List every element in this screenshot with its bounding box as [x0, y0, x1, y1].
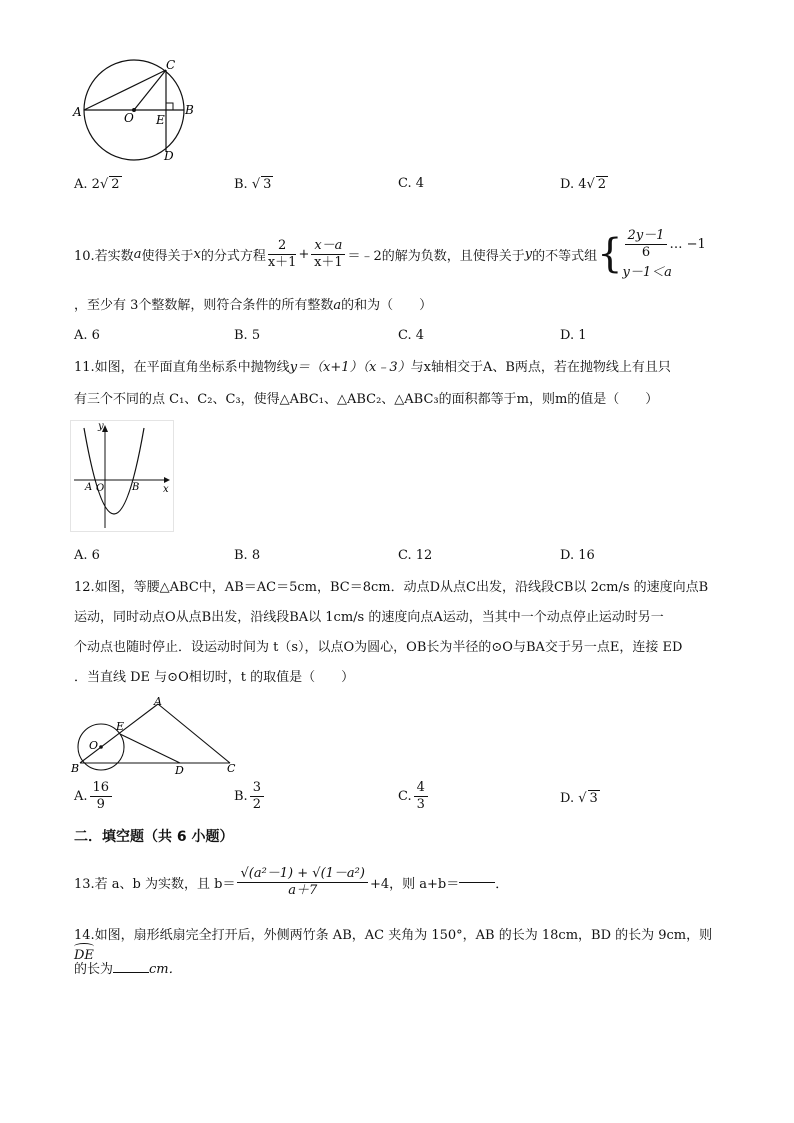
q12-option-b[interactable]: B. $\frac{3}{2}$: [234, 780, 266, 813]
q12-label-d: D: [175, 764, 184, 777]
q11-option-c[interactable]: C. 12: [398, 548, 433, 563]
q10-fraction-1: $\frac{2}{x+1}$: [267, 237, 297, 270]
q12-option-c[interactable]: C. $\frac{4}{3}$: [398, 780, 430, 813]
q12-figure: [70, 696, 242, 778]
q12-label-o: O: [89, 739, 99, 752]
q12-label-b: B: [71, 762, 80, 775]
q11-graph: [70, 420, 174, 532]
q9-option-d[interactable]: D. 4√ 2: [560, 177, 607, 192]
q11-label-o: O: [96, 483, 105, 494]
q12-line2: 运动，同时动点O从点B出发，沿线段BA以 1cm/s 的速度向点A运动，当其中一个动点停止运动时另一: [74, 610, 664, 625]
q11-option-b[interactable]: B. 8: [234, 548, 261, 563]
q10-fraction-2: $\frac{x-a}{x+1}$: [311, 238, 345, 271]
section-title-fill-in: 二．填空题（共 6 小题）: [74, 829, 234, 845]
q11-label-b: B: [132, 482, 140, 493]
q14-answer-blank[interactable]: [113, 972, 149, 973]
q9-label-c: C: [166, 58, 176, 72]
q10-option-d[interactable]: D. 1: [560, 328, 587, 343]
q9-label-e: E: [156, 113, 165, 127]
q11-option-a[interactable]: A. 6: [74, 548, 100, 563]
q11-label-x: x: [163, 484, 169, 495]
q11-line1: 11.如图，在平面直角坐标系中抛物线y＝（x+1）（x﹣3）与x轴相交于A、B两点，若在抛物线上有且只: [74, 360, 671, 375]
q10-option-b[interactable]: B. 5: [234, 328, 261, 343]
q9-label-b: B: [185, 103, 194, 117]
q10-line2: ，至少有 3个整数解，则符合条件的所有整数a的和为（ ）: [74, 298, 433, 313]
q9-label-d: D: [164, 149, 174, 163]
q12-line4: ．当直线 DE 与⊙O相切时，t 的取值是（ ）: [74, 670, 355, 685]
q14-line1: 14.如图，扇形纸扇完全打开后，外侧两竹条 AB，AC 夹角为 150°，AB 的长为 18cm，BD 的长为 9cm，则 DE: [74, 926, 734, 966]
q10-inequality-system: $\frac{2y-1}{6}$ … −1 y－1＜a: [622, 228, 706, 280]
q10-option-c[interactable]: C. 4: [398, 328, 425, 343]
q9-label-o: O: [124, 111, 134, 125]
q14-line2: 的长为 cm．: [74, 962, 182, 977]
q9-figure: [70, 58, 210, 166]
q9-option-b[interactable]: B. √ 3: [234, 177, 272, 192]
q12-option-a[interactable]: A. $\frac{16}{9}$: [74, 780, 114, 813]
q12-line1: 12.如图，等腰△ABC中，AB＝AC＝5cm，BC＝8cm．动点D从点C出发，沿线段CB以 2cm/s 的速度向点B: [74, 580, 709, 595]
q11-option-d[interactable]: D. 16: [560, 548, 595, 563]
q10-option-a[interactable]: A. 6: [74, 328, 100, 343]
q11-line2: 有三个不同的点 C₁、C₂、C₃，使得△ABC₁、△ABC₂、△ABC₃的面积都等于m，则m的值是（ ）: [74, 392, 659, 407]
q12-label-e: E: [116, 720, 125, 733]
q9-option-c[interactable]: C. 4: [398, 176, 425, 191]
q11-label-a: A: [85, 482, 93, 493]
q10-stem: 10.若实数 a 使得关于 x 的分式方程 $\frac{2}{x+1}$ + $\frac{x-a}{x+1}$ ＝﹣2的解为负数，且使得关于 y 的不等式组 { $\frac{2y-1}{6}$ … −1 y－1＜a: [74, 228, 706, 280]
q13-fraction: $\frac{\text{√(a²－1) + √(1－a²)}}{a+7}$: [237, 866, 367, 899]
q11-label-y: y: [98, 421, 104, 432]
q9-label-a: A: [73, 105, 82, 119]
q9-option-a[interactable]: A. 2√ 2: [74, 177, 120, 192]
q12-label-c: C: [227, 762, 236, 775]
q12-line3: 个动点也随时停止．设运动时间为 t（s），以点O为圆心，OB长为半径的⊙O与BA交于另一点E，连接 ED: [74, 640, 683, 655]
q13-answer-blank[interactable]: [459, 882, 495, 883]
q14-arc-de: DE: [74, 946, 94, 966]
q12-label-a: A: [154, 696, 162, 708]
q13-stem: 13.若 a、b 为实数，且 b＝ $\frac{\text{√(a²－1) + √(1－a²)}}{a+7}$ +4，则 a+b＝ ．: [74, 865, 509, 898]
q12-option-d[interactable]: D. √ 3: [560, 791, 598, 806]
